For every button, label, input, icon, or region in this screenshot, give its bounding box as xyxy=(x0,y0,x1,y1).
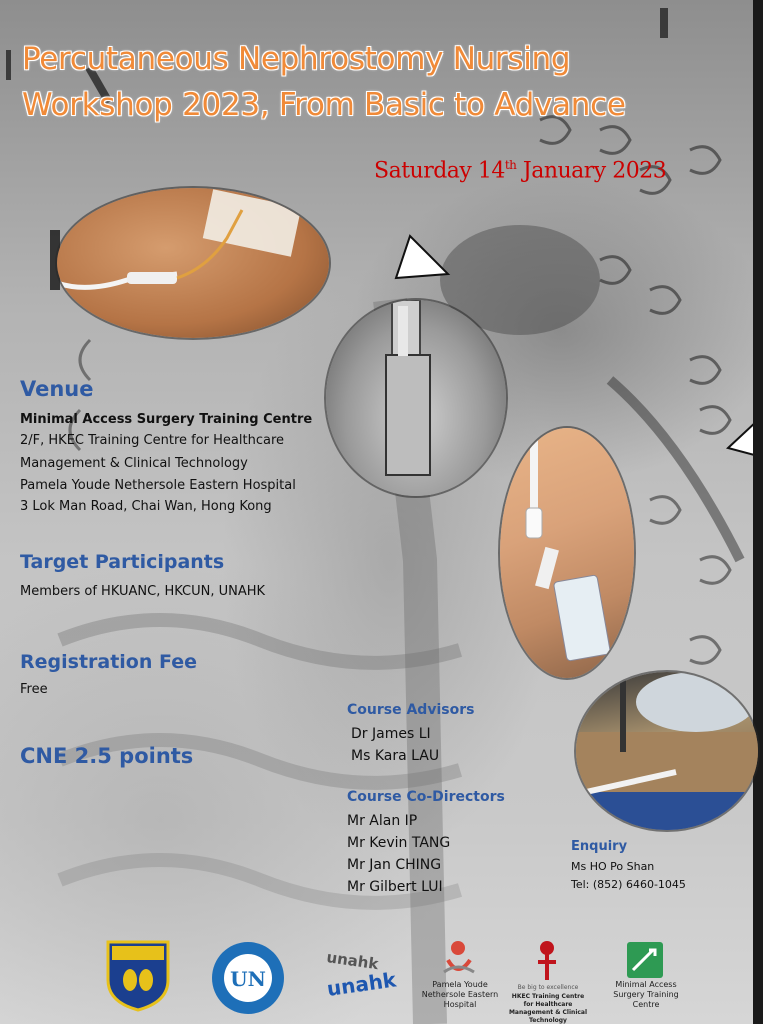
course-advisors-heading: Course Advisors xyxy=(347,702,475,718)
venue-heading: Venue xyxy=(20,377,94,401)
mas-training-caption: Minimal Access Surgery Training Centre xyxy=(613,980,679,1009)
venue-address-line: 3 Lok Man Road, Chai Wan, Hong Kong xyxy=(20,499,272,514)
photo-fluoroscopy-catheter xyxy=(326,300,506,496)
title-line-1: Percutaneous Nephrostomy Nursing xyxy=(22,41,571,77)
date-prefix: Saturday 14 xyxy=(374,158,505,184)
pyneh-caption: Pamela Youde Nethersole Eastern Hospital xyxy=(421,980,499,1009)
photo-nephrostomy-tube xyxy=(57,188,329,338)
hkec-logo xyxy=(532,938,562,984)
title-line-2: Workshop 2023, From Basic to Advance xyxy=(22,87,626,123)
pyneh-logo xyxy=(430,938,490,982)
target-participants-heading: Target Participants xyxy=(20,551,225,573)
mas-training-logo xyxy=(627,942,663,978)
unahk-main-text: unahk xyxy=(325,967,398,1001)
unahk-top-text: unahk xyxy=(325,948,380,974)
venue-address-line: Pamela Youde Nethersole Eastern Hospital xyxy=(20,478,296,493)
poster-title xyxy=(22,36,742,128)
date-suffix: th xyxy=(504,158,517,172)
venue-address-line: Management & Clinical Technology xyxy=(20,456,248,471)
advisor-name: Dr James LI xyxy=(351,726,431,742)
codirector-name: Mr Jan CHING xyxy=(347,857,442,873)
hkcun-logo xyxy=(210,940,286,1016)
course-codirectors-heading: Course Co-Directors xyxy=(347,789,505,805)
registration-fee-heading: Registration Fee xyxy=(20,651,197,673)
hkcun-center-text: UN xyxy=(230,967,266,991)
registration-fee-text: Free xyxy=(20,682,48,697)
event-date xyxy=(374,158,666,183)
codirector-name: Mr Alan IP xyxy=(347,813,418,829)
enquiry-heading: Enquiry xyxy=(571,839,628,854)
photo-syringe-connector xyxy=(500,428,634,678)
hkua-logo xyxy=(106,940,170,1012)
unahk-logo xyxy=(324,940,398,1010)
right-edge-bar xyxy=(753,0,763,1024)
advisor-name: Ms Kara LAU xyxy=(351,748,440,764)
codirector-name: Mr Gilbert LUI xyxy=(347,879,443,895)
cne-points: CNE 2.5 points xyxy=(20,744,194,768)
hkec-tagline: Be big to excellence xyxy=(517,984,579,991)
enquiry-contact-name: Ms HO Po Shan xyxy=(571,860,655,873)
date-rest: January 2023 xyxy=(516,158,667,184)
venue-name: Minimal Access Surgery Training Centre xyxy=(20,412,313,427)
venue-address-line: 2/F, HKEC Training Centre for Healthcare xyxy=(20,433,285,448)
target-participants-text: Members of HKUANC, HKCUN, UNAHK xyxy=(20,584,266,599)
photo-procedure-gloves xyxy=(576,672,758,830)
codirector-name: Mr Kevin TANG xyxy=(347,835,451,851)
enquiry-phone: Tel: (852) 6460-1045 xyxy=(571,878,686,891)
hkec-caption: HKEC Training Centre for Healthcare Management & Clinical Technology xyxy=(508,993,588,1024)
